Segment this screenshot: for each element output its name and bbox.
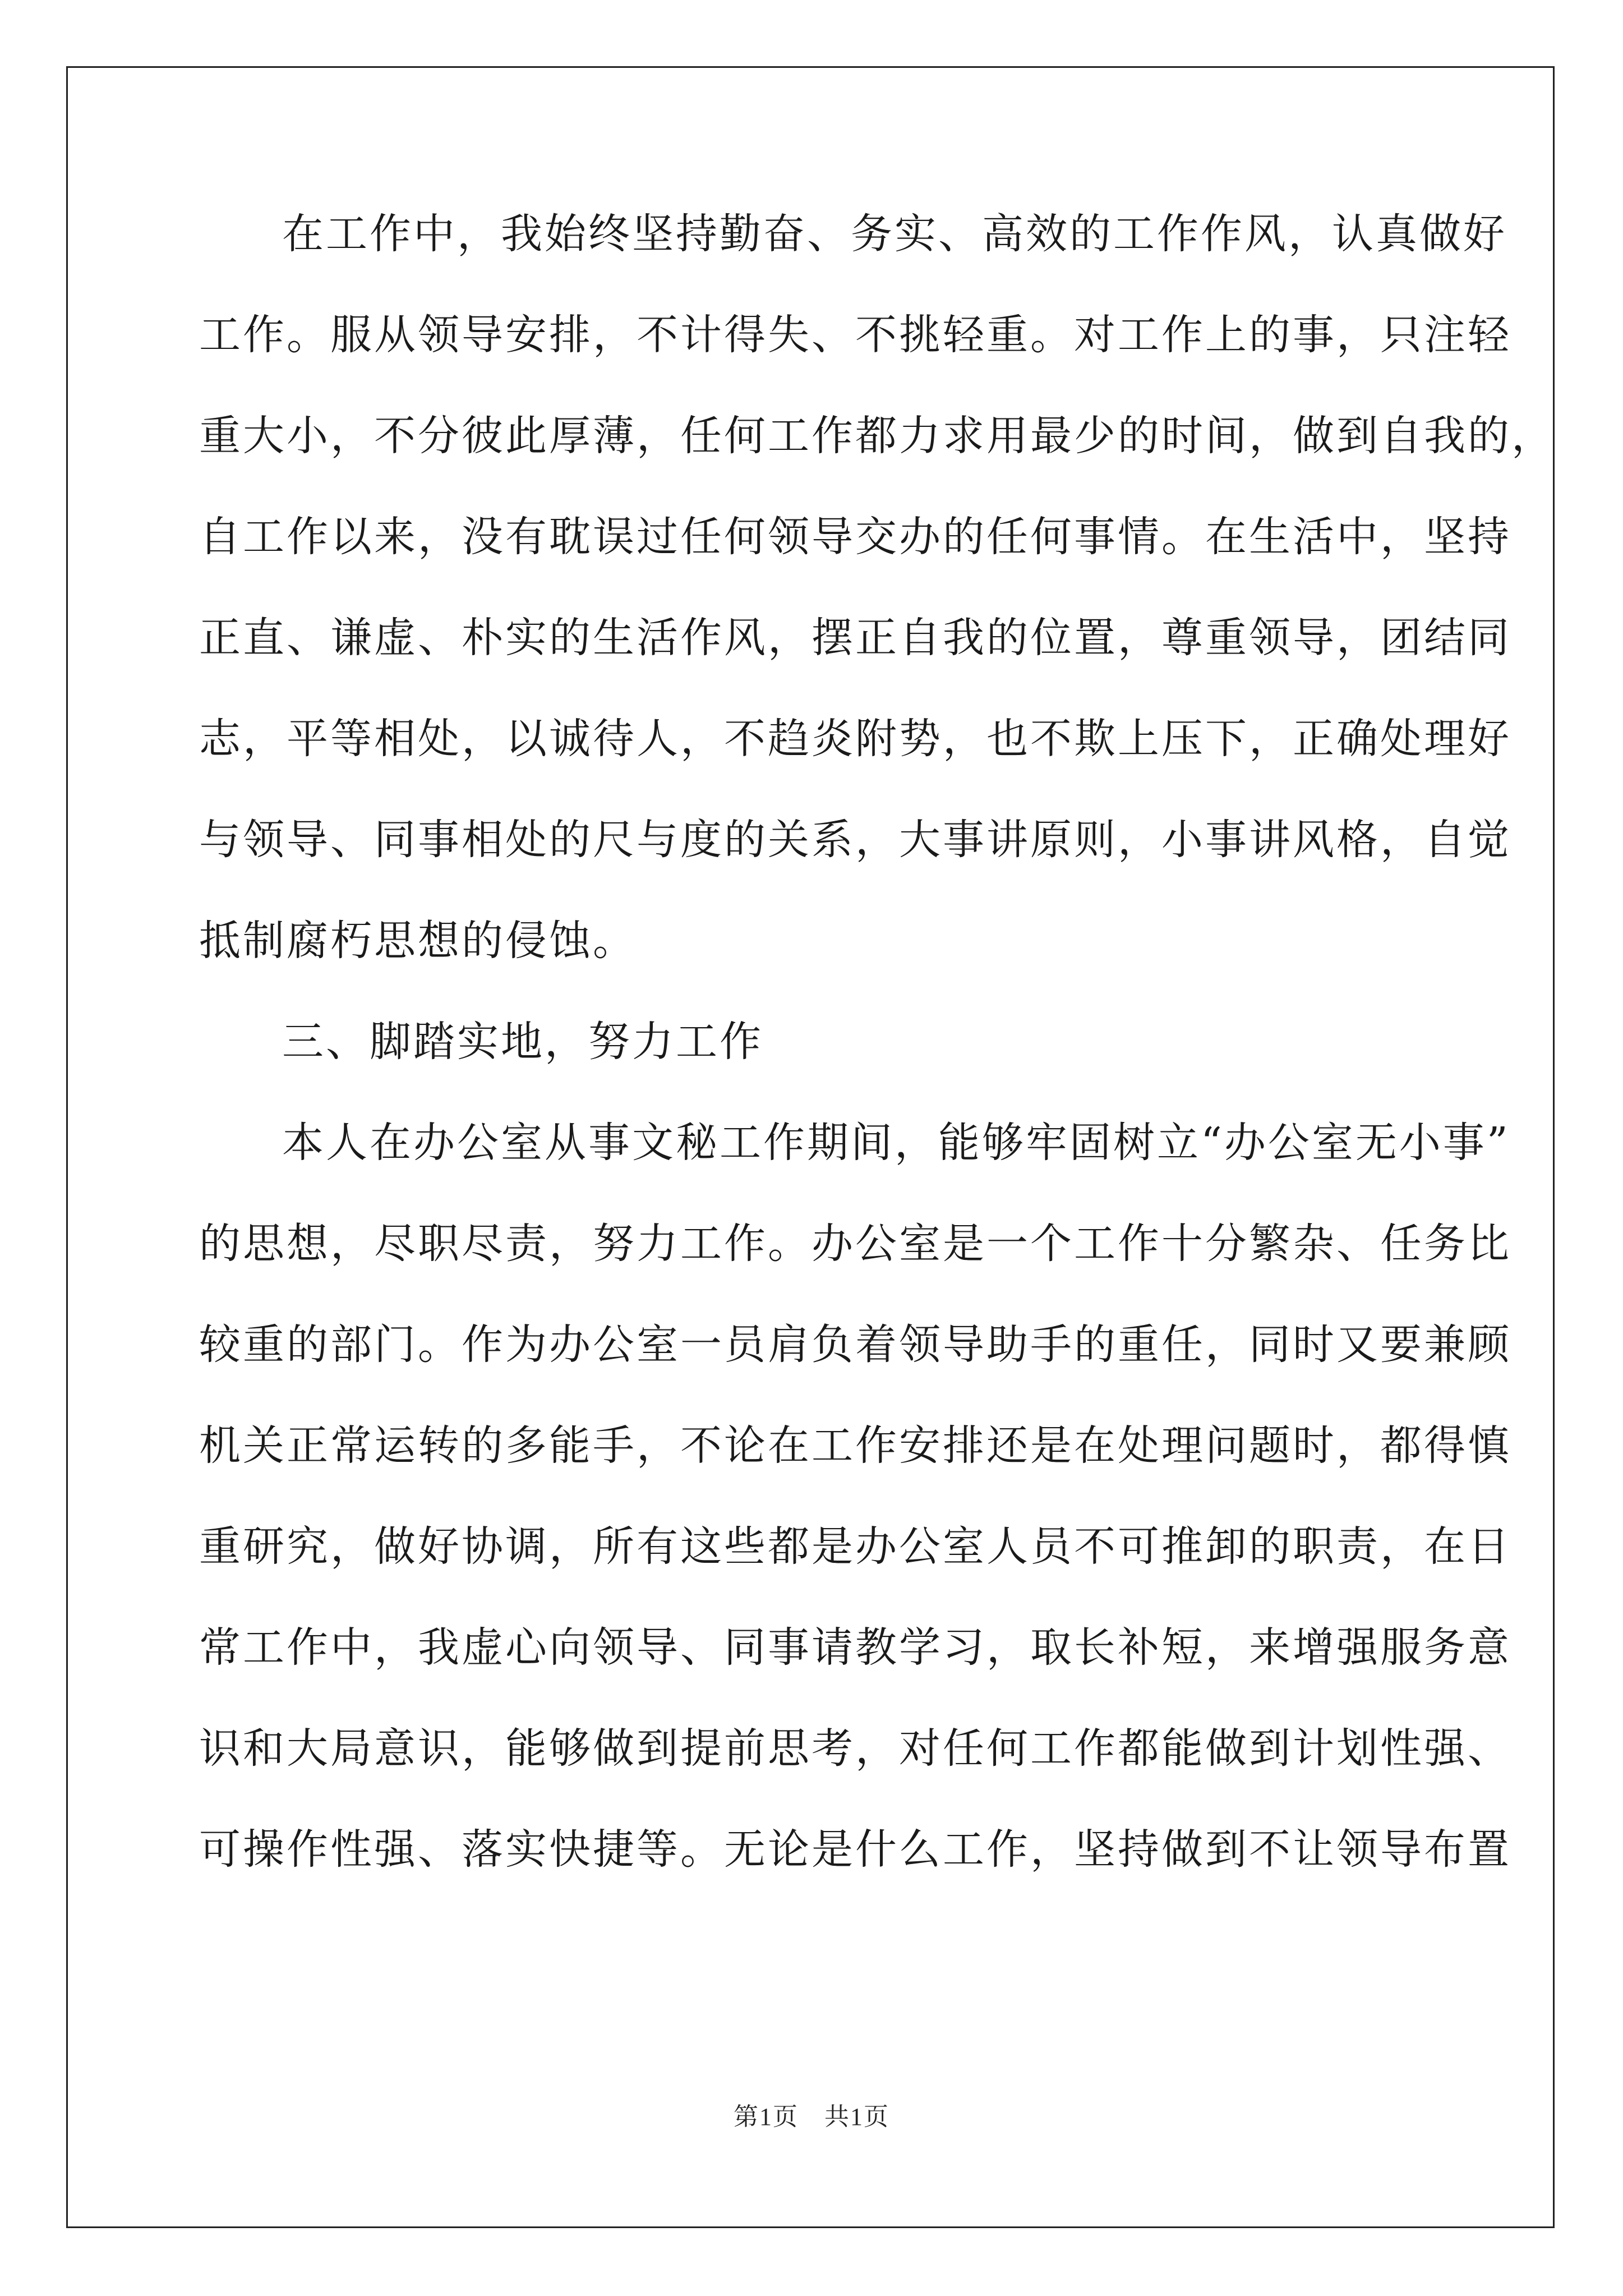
paragraph-line: 自工作以来，没有耽误过任何领导交办的任何事情。在生活中，坚持 — [199, 513, 1511, 561]
paragraph-line: 工作。服从领导安排，不计得失、不挑轻重。对工作上的事，只注轻 — [199, 311, 1511, 359]
paragraph-line: 较重的部门。作为办公室一员肩负着领导助手的重任，同时又要兼顾 — [199, 1320, 1511, 1369]
paragraph-line: 机关正常运转的多能手，不论在工作安排还是在处理问题时，都得慎 — [199, 1421, 1511, 1470]
paragraph-line: 正直、谦虚、朴实的生活作风，摆正自我的位置，尊重领导，团结同 — [199, 614, 1511, 662]
document-body — [199, 210, 1555, 1930]
section-heading: 三、脚踏实地，努力工作 — [282, 1018, 763, 1066]
paragraph-line: 志，平等相处，以诚待人，不趋炎附势，也不欺上压下，正确处理好 — [199, 715, 1511, 763]
page-number-footer: 第1页 共1页 — [734, 2103, 889, 2131]
paragraph-line: 在工作中，我始终坚持勤奋、务实、高效的工作作风，认真做好 — [282, 210, 1507, 258]
paragraph-line: 重大小，不分彼此厚薄，任何工作都力求用最少的时间，做到自我的， — [199, 412, 1555, 460]
paragraph-line: 本人在办公室从事文秘工作期间，能够牢固树立“办公室无小事” — [282, 1119, 1510, 1167]
paragraph-line: 识和大局意识，能够做到提前思考，对任何工作都能做到计划性强、 — [199, 1724, 1511, 1773]
paragraph-line: 可操作性强、落实快捷等。无论是什么工作，坚持做到不让领导布置 — [199, 1825, 1511, 1874]
paragraph-line: 的思想，尽职尽责，努力工作。办公室是一个工作十分繁杂、任务比 — [199, 1220, 1511, 1268]
paragraph-line: 抵制腐朽思想的侵蚀。 — [199, 917, 637, 965]
paragraph-line: 重研究，做好协调，所有这些都是办公室人员不可推卸的职责，在日 — [199, 1522, 1511, 1571]
paragraph-line: 常工作中，我虚心向领导、同事请教学习，取长补短，来增强服务意 — [199, 1623, 1511, 1672]
paragraph-line: 与领导、同事相处的尺与度的关系，大事讲原则，小事讲风格，自觉 — [199, 816, 1511, 864]
